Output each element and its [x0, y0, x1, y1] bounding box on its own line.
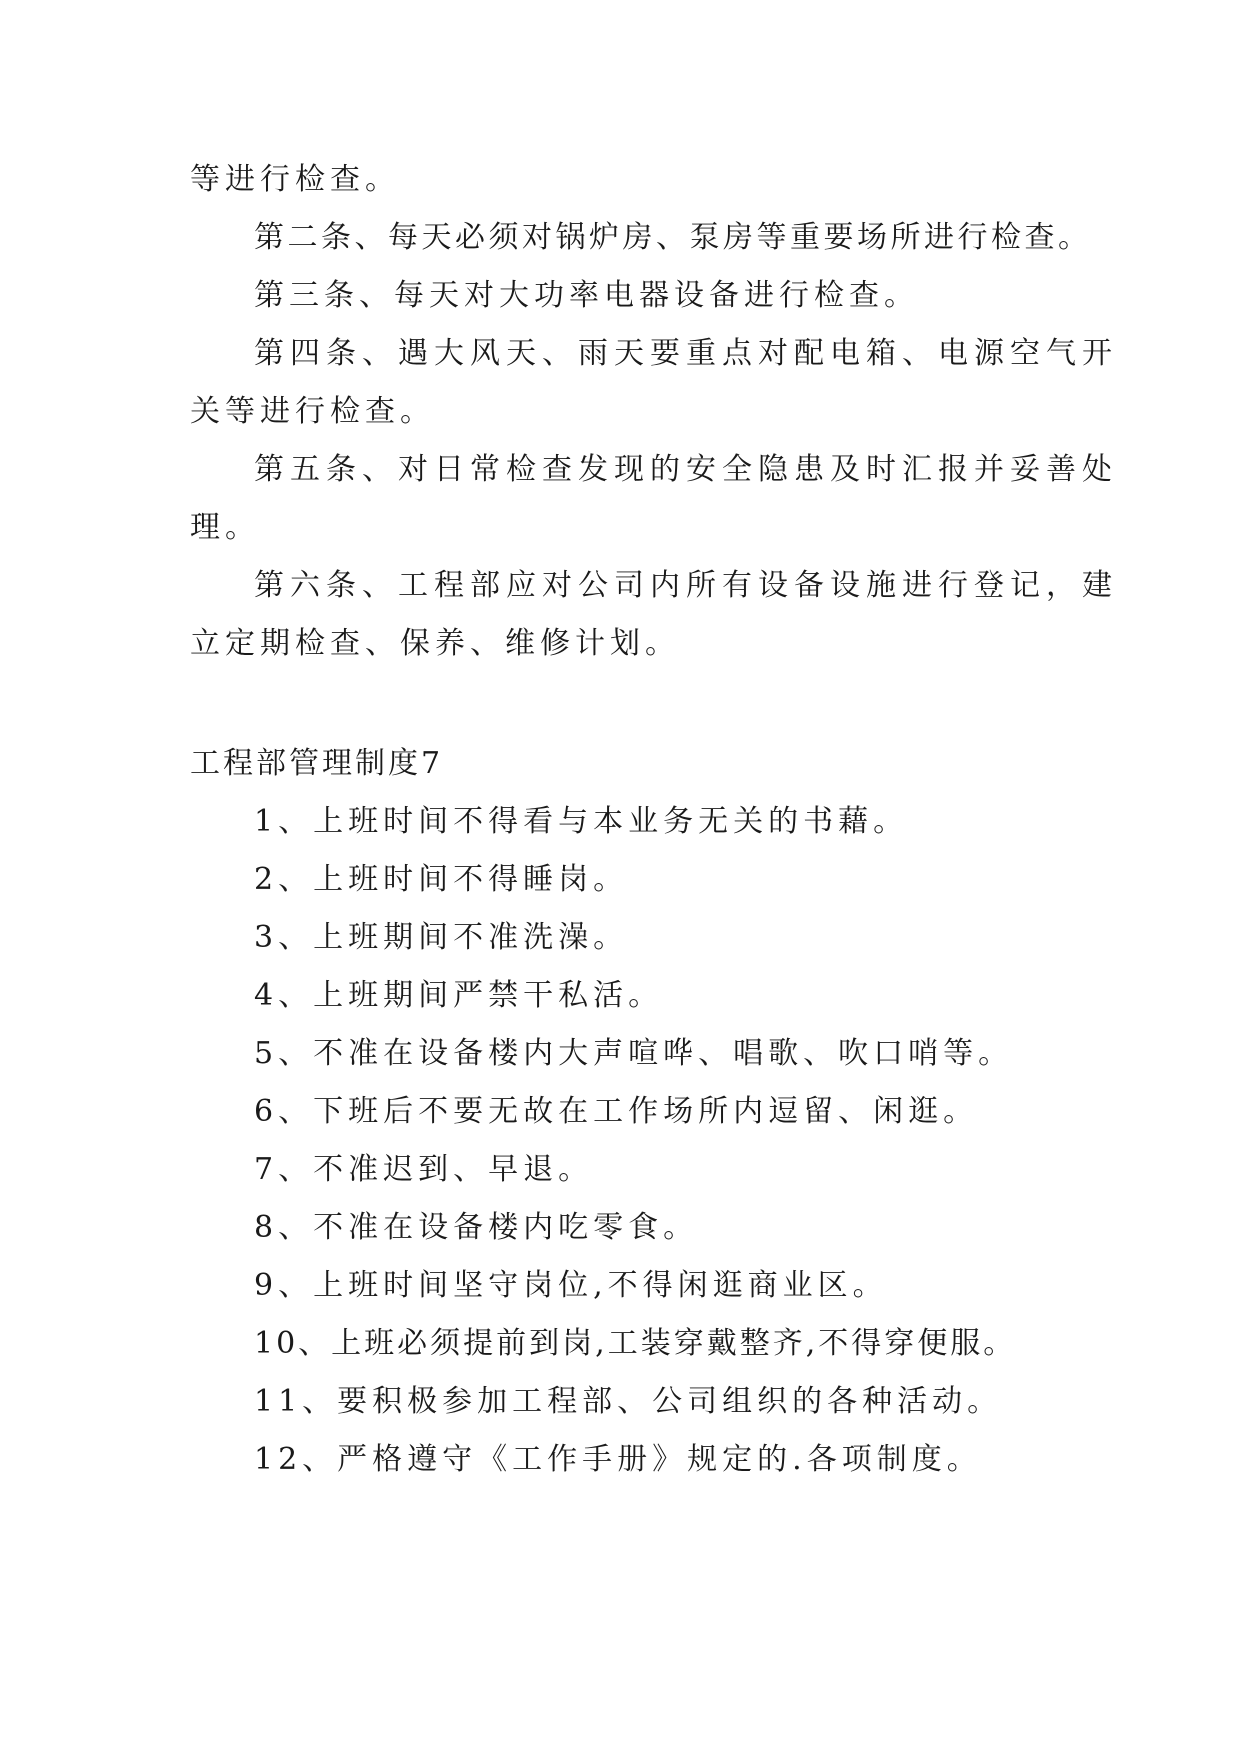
article-6-line-1: 第六条、工程部应对公司内所有设备设施进行登记，建	[254, 568, 1118, 603]
article-5-line-1: 第五条、对日常检查发现的安全隐患及时汇报并妥善处	[254, 452, 1118, 487]
rule-item-6: 6、下班后不要无故在工作场所内逗留、闲逛。	[254, 1094, 979, 1129]
rule-item-1: 1、上班时间不得看与本业务无关的书藉。	[254, 804, 909, 839]
paragraph-line: 等进行检查。	[190, 162, 400, 197]
article-4-line-2: 关等进行检查。	[190, 394, 435, 429]
rule-item-8: 8、不准在设备楼内吃零食。	[254, 1210, 699, 1245]
rule-item-4: 4、上班期间严禁干私活。	[254, 978, 664, 1013]
article-4-line-1: 第四条、遇大风天、雨天要重点对配电箱、电源空气开	[254, 336, 1118, 371]
rule-item-5: 5、不准在设备楼内大声喧哗、唱歌、吹口哨等。	[254, 1036, 1014, 1071]
article-3-line: 第三条、每天对大功率电器设备进行检查。	[254, 278, 919, 313]
rule-item-11: 11、要积极参加工程部、公司组织的各种活动。	[254, 1384, 1003, 1419]
article-5-line-2: 理。	[190, 510, 260, 545]
rule-item-12: 12、严格遵守《工作手册》规定的.各项制度。	[254, 1442, 982, 1477]
rule-item-7: 7、不准迟到、早退。	[254, 1152, 594, 1187]
article-2-line: 第二条、每天必须对锅炉房、泵房等重要场所进行检查。	[254, 220, 1092, 255]
section-heading: 工程部管理制度7	[190, 746, 444, 781]
rule-item-3: 3、上班期间不准洗澡。	[254, 920, 629, 955]
rule-item-9: 9、上班时间坚守岗位,不得闲逛商业区。	[254, 1268, 888, 1303]
rule-item-10: 10、上班必须提前到岗,工装穿戴整齐,不得穿便服。	[254, 1326, 1017, 1361]
article-6-line-2: 立定期检查、保养、维修计划。	[190, 626, 680, 661]
rule-item-2: 2、上班时间不得睡岗。	[254, 862, 629, 897]
